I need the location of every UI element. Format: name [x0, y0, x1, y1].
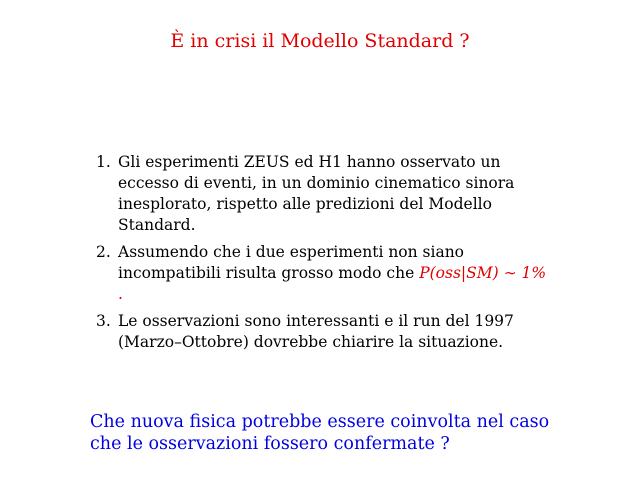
closing-question: Che nuova fisica potrebbe essere coinvolta nel caso che le osservazioni fossero confermate ? — [90, 412, 550, 454]
list-item — [96, 311, 550, 353]
probability-formula: P(oss|SM) ∼ 1% . — [118, 264, 547, 303]
list-item-number: 2. — [96, 243, 111, 261]
list-item — [96, 152, 550, 236]
numbered-list — [96, 152, 550, 359]
list-item-text: Gli esperimenti ZEUS ed H1 hanno osservato un eccesso di eventi, in un dominio cinematico sinora inesplorato, rispetto alle predizioni del Modello Standard. — [118, 153, 515, 234]
slide-title: È in crisi il Modello Standard ? — [170, 30, 470, 52]
list-item-number: 3. — [96, 312, 111, 330]
list-item-text: Le osservazioni sono interessanti e il run del 1997 (Marzo–Ottobre) dovrebbe chiarire la situazione. — [118, 312, 514, 351]
list-item-number: 1. — [96, 153, 111, 171]
list-item-text: Assumendo che i due esperimenti non siano incompatibili risulta grosso modo che — [118, 243, 465, 282]
list-item — [96, 242, 550, 305]
